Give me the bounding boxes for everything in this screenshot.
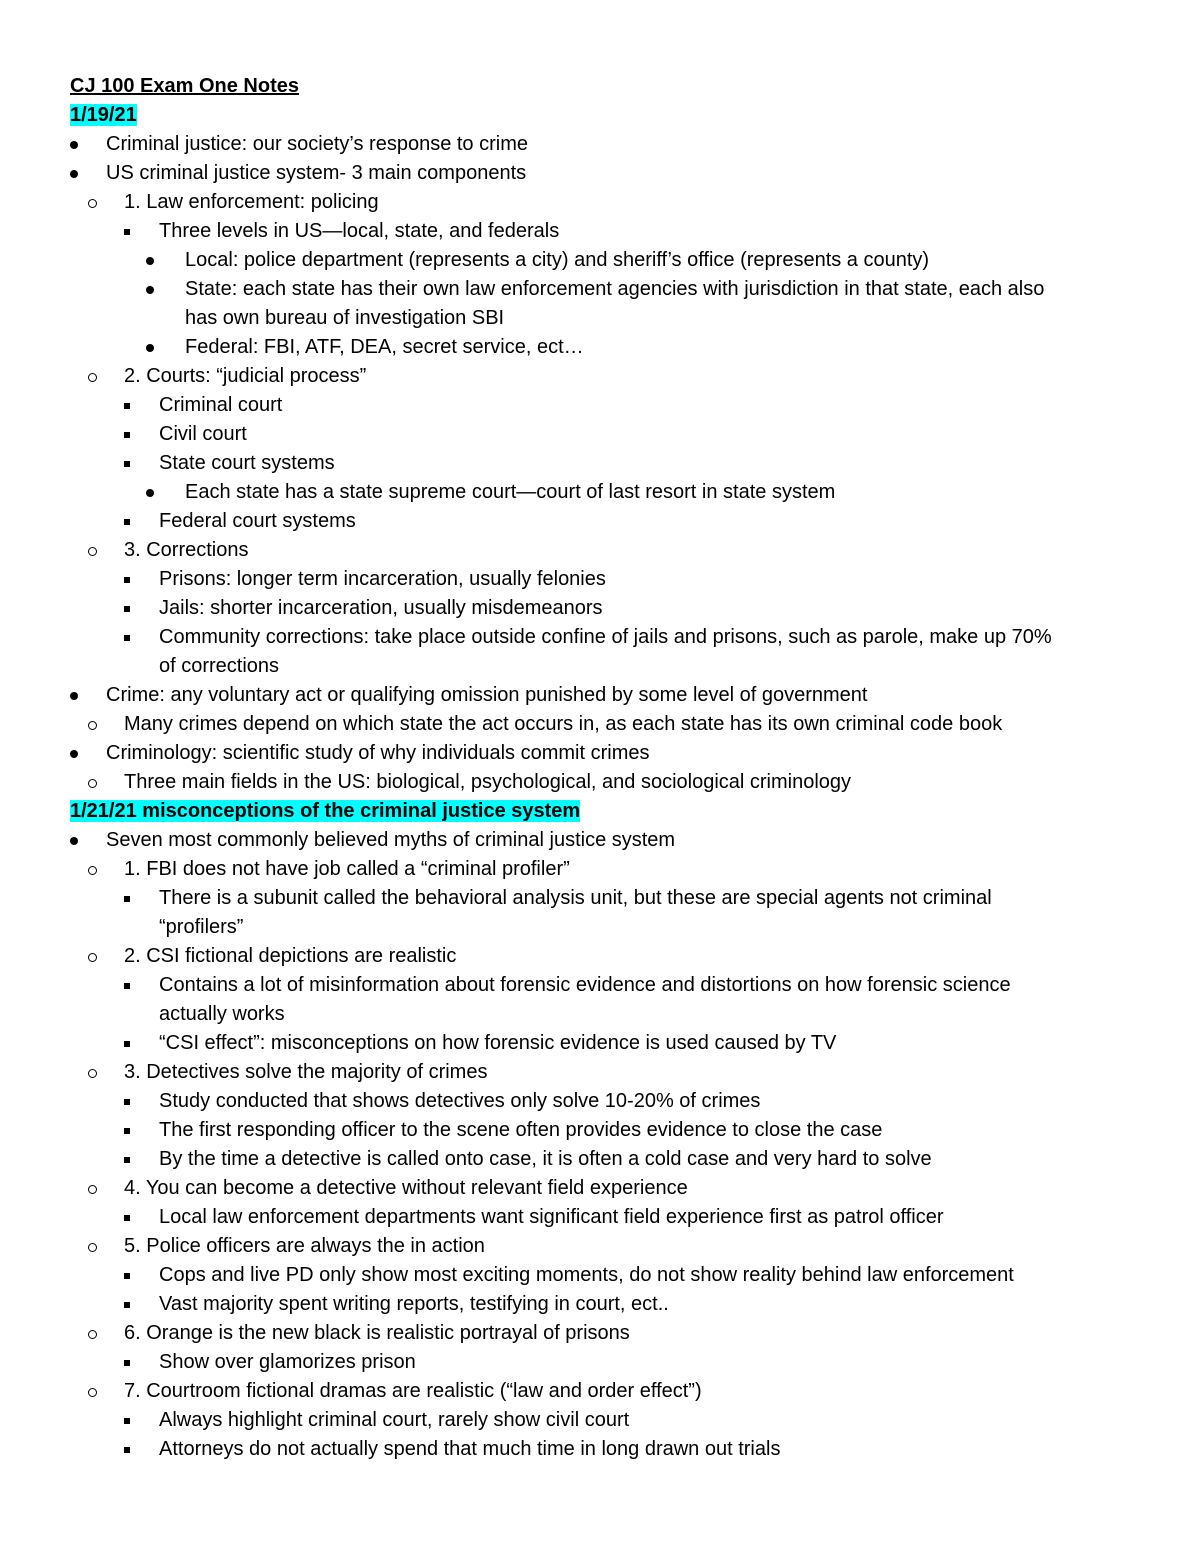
bullet-item-level-3 — [70, 217, 1130, 246]
square-bullet-icon — [124, 1406, 130, 1435]
notes-page — [70, 72, 1130, 1464]
square-bullet-icon — [124, 971, 130, 1000]
bullet-item-level-3 — [70, 884, 1130, 913]
square-bullet-icon — [124, 884, 130, 913]
bullet-text: Jails: shorter incarceration, usually misdemeanors — [159, 597, 603, 619]
square-bullet-icon — [124, 1435, 130, 1464]
bullet-text: Each state has a state supreme court—court of last resort in state system — [185, 481, 836, 503]
bullet-text: 2. CSI fictional depictions are realistic — [124, 945, 457, 967]
bullet-text: Always highlight criminal court, rarely show civil court — [159, 1409, 630, 1431]
bullet-text: Federal: FBI, ATF, DEA, secret service, ect… — [185, 336, 584, 358]
bullet-text: “profilers” — [159, 916, 244, 938]
bullet-text: State: each state has their own law enforcement agencies with jurisdiction in that state, each also — [185, 278, 1045, 300]
square-bullet-icon — [124, 1261, 130, 1290]
bullet-text: Local law enforcement departments want significant field experience first as patrol officer — [159, 1206, 944, 1228]
bullet-text: There is a subunit called the behavioral analysis unit, but these are special agents not criminal — [159, 887, 992, 909]
bullet-item-level-1 — [70, 130, 1130, 159]
dot-bullet-icon — [146, 478, 154, 507]
bullet-text: has own bureau of investigation SBI — [185, 307, 505, 329]
hollow-circle-bullet-icon — [88, 942, 97, 971]
bullet-item-level-3 — [70, 1348, 1130, 1377]
bullet-item-level-3 — [70, 420, 1130, 449]
bullet-text: Study conducted that shows detectives only solve 10-20% of crimes — [159, 1090, 761, 1112]
hollow-circle-bullet-icon — [88, 1058, 97, 1087]
square-bullet-icon — [124, 565, 130, 594]
bullet-item-level-3 — [70, 1029, 1130, 1058]
bullet-item-level-2 — [70, 1319, 1130, 1348]
square-bullet-icon — [124, 1087, 130, 1116]
bullet-item-level-3 — [70, 1435, 1130, 1464]
bullet-item-level-3 — [70, 623, 1130, 652]
bullet-item-level-3 — [70, 565, 1130, 594]
square-bullet-icon — [124, 507, 130, 536]
bullet-text: Show over glamorizes prison — [159, 1351, 416, 1373]
bullet-item-level-3 — [70, 507, 1130, 536]
bullet-text: Vast majority spent writing reports, testifying in court, ect.. — [159, 1293, 669, 1315]
document-title: CJ 100 Exam One Notes — [70, 75, 299, 97]
bullet-text: 3. Detectives solve the majority of crimes — [124, 1061, 488, 1083]
bullet-text: Seven most commonly believed myths of criminal justice system — [106, 829, 676, 851]
bullet-text: Many crimes depend on which state the act occurs in, as each state has its own criminal code book — [124, 713, 1003, 735]
bullet-item-level-4 — [70, 333, 1130, 362]
bullet-item-level-2 — [70, 855, 1130, 884]
bullet-text: Criminology: scientific study of why individuals commit crimes — [106, 742, 650, 764]
square-bullet-icon — [124, 623, 130, 652]
bullet-item-level-1 — [70, 681, 1130, 710]
bullet-text: Cops and live PD only show most exciting moments, do not show reality behind law enforcement — [159, 1264, 1014, 1286]
highlighted-date: 1/21/21 misconceptions of the criminal justice system — [70, 800, 581, 822]
bullet-text: 4. You can become a detective without relevant field experience — [124, 1177, 688, 1199]
bullet-item-level-3 — [70, 1000, 1130, 1029]
bullet-text: actually works — [159, 1003, 285, 1025]
square-bullet-icon — [124, 1348, 130, 1377]
bullet-item-level-2 — [70, 942, 1130, 971]
bullet-text: Three levels in US—local, state, and federals — [159, 220, 560, 242]
dot-bullet-icon — [70, 681, 78, 710]
bullet-text: Attorneys do not actually spend that much time in long drawn out trials — [159, 1438, 781, 1460]
bullet-text: 6. Orange is the new black is realistic portrayal of prisons — [124, 1322, 630, 1344]
bullet-item-level-3 — [70, 449, 1130, 478]
bullet-text: Prisons: longer term incarceration, usually felonies — [159, 568, 606, 590]
hollow-circle-bullet-icon — [88, 710, 97, 739]
square-bullet-icon — [124, 1029, 130, 1058]
bullet-text: The first responding officer to the scene often provides evidence to close the case — [159, 1119, 883, 1141]
hollow-circle-bullet-icon — [88, 1174, 97, 1203]
bullet-item-level-3 — [70, 652, 1130, 681]
bullet-text: 5. Police officers are always the in action — [124, 1235, 485, 1257]
square-bullet-icon — [124, 1203, 130, 1232]
bullet-text: Crime: any voluntary act or qualifying omission punished by some level of government — [106, 684, 868, 706]
bullet-text: Community corrections: take place outside confine of jails and prisons, such as parole, make up 70% — [159, 626, 1052, 648]
dot-bullet-icon — [70, 159, 78, 188]
bullet-text: Contains a lot of misinformation about forensic evidence and distortions on how forensic science — [159, 974, 1011, 996]
bullet-item-level-3 — [70, 1116, 1130, 1145]
bullet-item-level-3 — [70, 594, 1130, 623]
bullet-item-level-2 — [70, 188, 1130, 217]
dot-bullet-icon — [70, 826, 78, 855]
bullet-item-level-3 — [70, 1290, 1130, 1319]
bullet-item-level-2 — [70, 1377, 1130, 1406]
bullet-text: “CSI effect”: misconceptions on how forensic evidence is used caused by TV — [159, 1032, 837, 1054]
bullet-text: US criminal justice system- 3 main components — [106, 162, 527, 184]
hollow-circle-bullet-icon — [88, 1232, 97, 1261]
bullet-item-level-3 — [70, 913, 1130, 942]
bullet-item-level-3 — [70, 391, 1130, 420]
hollow-circle-bullet-icon — [88, 855, 97, 884]
bullet-item-level-1 — [70, 739, 1130, 768]
hollow-circle-bullet-icon — [88, 1377, 97, 1406]
square-bullet-icon — [124, 1290, 130, 1319]
bullet-item-level-2 — [70, 536, 1130, 565]
dot-bullet-icon — [146, 246, 154, 275]
bullet-item-level-2 — [70, 1058, 1130, 1087]
bullet-text: State court systems — [159, 452, 335, 474]
bullet-text: 1. FBI does not have job called a “criminal profiler” — [124, 858, 570, 880]
square-bullet-icon — [124, 1116, 130, 1145]
notes-content — [70, 101, 1130, 1464]
dot-bullet-icon — [70, 130, 78, 159]
bullet-text: of corrections — [159, 655, 280, 677]
bullet-item-level-3 — [70, 1203, 1130, 1232]
bullet-text: 7. Courtroom fictional dramas are realistic (“law and order effect”) — [124, 1380, 702, 1402]
bullet-item-level-1 — [70, 826, 1130, 855]
bullet-item-level-2 — [70, 362, 1130, 391]
bullet-item-level-1 — [70, 159, 1130, 188]
bullet-text: Federal court systems — [159, 510, 356, 532]
square-bullet-icon — [124, 594, 130, 623]
bullet-item-level-4 — [70, 275, 1130, 304]
bullet-text: 3. Corrections — [124, 539, 249, 561]
hollow-circle-bullet-icon — [88, 362, 97, 391]
bullet-item-level-4 — [70, 478, 1130, 507]
bullet-text: Criminal justice: our society’s response to crime — [106, 133, 529, 155]
section-date-heading — [70, 101, 1130, 130]
square-bullet-icon — [124, 420, 130, 449]
bullet-item-level-3 — [70, 1087, 1130, 1116]
highlighted-date: 1/19/21 — [70, 104, 137, 126]
bullet-item-level-3 — [70, 1406, 1130, 1435]
bullet-text: By the time a detective is called onto case, it is often a cold case and very hard to solve — [159, 1148, 932, 1170]
dot-bullet-icon — [70, 739, 78, 768]
bullet-item-level-2 — [70, 1232, 1130, 1261]
square-bullet-icon — [124, 1145, 130, 1174]
bullet-text: 2. Courts: “judicial process” — [124, 365, 367, 387]
bullet-item-level-4 — [70, 246, 1130, 275]
bullet-text: Three main fields in the US: biological, psychological, and sociological criminology — [124, 771, 852, 793]
bullet-text: 1. Law enforcement: policing — [124, 191, 379, 213]
bullet-item-level-3 — [70, 1261, 1130, 1290]
bullet-text: Local: police department (represents a city) and sheriff’s office (represents a county) — [185, 249, 930, 271]
square-bullet-icon — [124, 217, 130, 246]
bullet-item-level-2 — [70, 1174, 1130, 1203]
bullet-item-level-4 — [70, 304, 1130, 333]
bullet-text: Civil court — [159, 423, 247, 445]
hollow-circle-bullet-icon — [88, 188, 97, 217]
square-bullet-icon — [124, 391, 130, 420]
dot-bullet-icon — [146, 333, 154, 362]
hollow-circle-bullet-icon — [88, 768, 97, 797]
bullet-text: Criminal court — [159, 394, 283, 416]
hollow-circle-bullet-icon — [88, 536, 97, 565]
bullet-item-level-3 — [70, 1145, 1130, 1174]
hollow-circle-bullet-icon — [88, 1319, 97, 1348]
square-bullet-icon — [124, 449, 130, 478]
bullet-item-level-2 — [70, 710, 1130, 739]
dot-bullet-icon — [146, 275, 154, 304]
bullet-item-level-3 — [70, 971, 1130, 1000]
section-date-heading — [70, 797, 1130, 826]
bullet-item-level-2 — [70, 768, 1130, 797]
